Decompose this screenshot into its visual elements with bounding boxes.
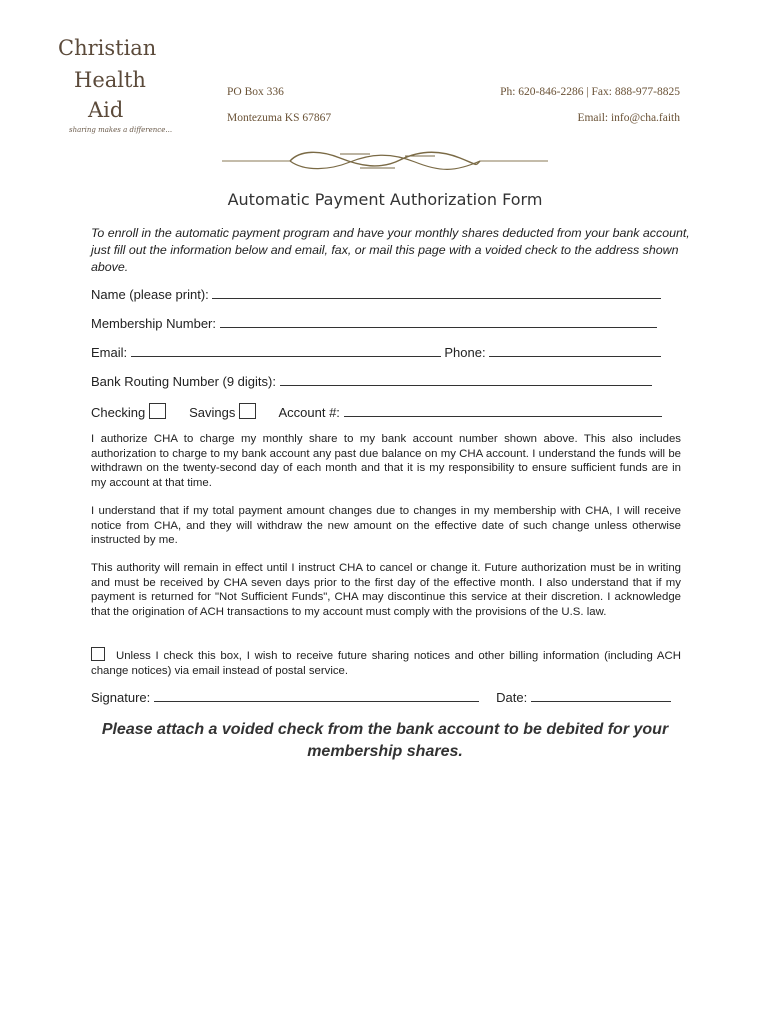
signature-row (91, 690, 671, 705)
date-label: Date: (496, 690, 528, 705)
logo-line-health: Health (74, 68, 146, 92)
email-input-line[interactable] (131, 345, 441, 357)
authorization-paragraph-2: I understand that if my total payment amount changes due to changes in my membership with CHA, I will receive notice from CHA, and they will withdraw the new amount on the effective date of such change unless otherwise instructed by me. (91, 505, 681, 547)
checking-label: Checking (91, 405, 146, 420)
routing-field-row (91, 374, 652, 389)
decorative-flourish-divider (220, 148, 550, 174)
routing-input-line[interactable] (280, 374, 652, 386)
account-type-row (91, 403, 662, 420)
contact-email: Email: info@cha.faith (577, 112, 680, 124)
name-label: Name (please print): (91, 287, 209, 302)
intro-instructions: To enroll in the automatic payment program and have your monthly shares deducted from your bank account, just fill out the information below and email, fax, or mail this page with a voided check to the address shown above. (91, 226, 690, 274)
address-line-1: PO Box 336 (227, 86, 284, 98)
membership-label: Membership Number: (91, 316, 216, 331)
authorization-paragraph-3: This authority will remain in effect until I instruct CHA to cancel or change it. Future authorization must be in writing and must be received by CHA seven days prior to the first day of the effective month. I also understand that if my payment is returned for "Not Sufficient Funds", CHA may discontinue this service at their discretion. I acknowledge that the origination of ACH transactions to my account must comply with the provisions of the U.S. law. (91, 562, 681, 618)
signature-input-line[interactable] (154, 690, 479, 702)
phone-fax: Ph: 620-846-2286 | Fax: 888-977-8825 (500, 86, 680, 98)
checking-checkbox[interactable] (149, 403, 166, 419)
date-input-line[interactable] (531, 690, 671, 702)
voided-check-notice-line-1: Please attach a voided check from the bank account to be debited for your (101, 721, 669, 738)
savings-label: Savings (189, 405, 236, 420)
savings-checkbox[interactable] (239, 403, 256, 419)
notice-preference-text: Unless I check this box, I wish to receive future sharing notices and other billing information (including ACH change notices) via email instead of postal service. (91, 650, 681, 677)
phone-input-line[interactable] (489, 345, 661, 357)
address-line-2: Montezuma KS 67867 (227, 112, 332, 124)
email-label: Email: (91, 345, 128, 360)
account-input-line[interactable] (344, 405, 662, 417)
logo-tagline: sharing makes a difference... (69, 126, 173, 134)
membership-input-line[interactable] (220, 316, 657, 328)
routing-label: Bank Routing Number (9 digits): (91, 374, 276, 389)
name-input-line[interactable] (212, 287, 661, 299)
authorization-paragraph-1: I authorize CHA to charge my monthly share to my bank account number shown above. This also includes authorization to charge to my bank account any past due balance on my CHA account. I understand the funds will be withdrawn on the twenty-second day of each month and that it is my responsibility to ensure sufficient funds are in my account at that time. (91, 433, 681, 489)
voided-check-notice-line-2: membership shares. (307, 743, 463, 760)
logo-line-aid: Aid (88, 98, 124, 122)
email-phone-row (91, 345, 661, 360)
cha-logo (56, 34, 178, 144)
signature-label: Signature: (91, 690, 151, 705)
logo-line-christian: Christian (58, 36, 157, 60)
form-title: Automatic Payment Authorization Form (227, 190, 543, 209)
name-field-row (91, 287, 661, 302)
voided-check-notice (0, 719, 770, 763)
phone-label: Phone: (444, 345, 486, 360)
account-label: Account #: (278, 405, 340, 420)
membership-field-row (91, 316, 657, 331)
